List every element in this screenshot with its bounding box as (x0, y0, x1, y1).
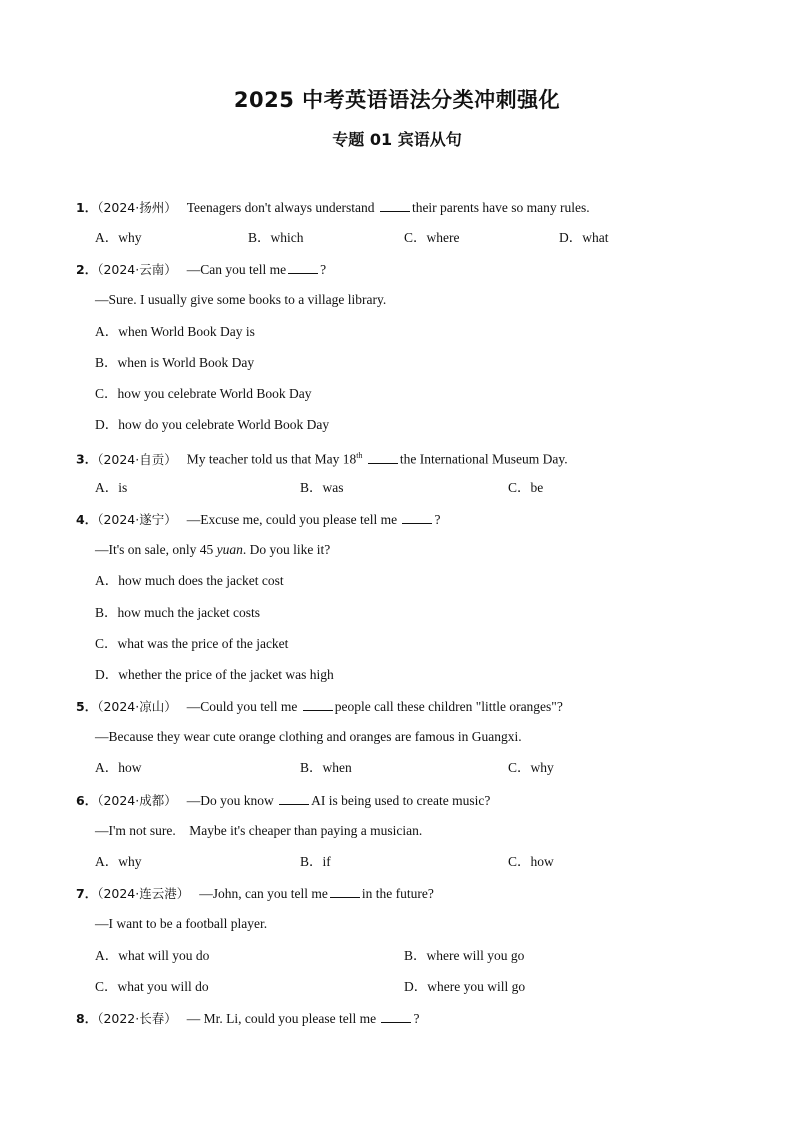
option-b: B．how much the jacket costs (95, 605, 260, 620)
question-stem: —Do you know (186, 793, 274, 808)
option-a: A．is (95, 480, 128, 495)
question-4 (76, 511, 440, 528)
question-2 (76, 261, 326, 278)
question-number: 2． (76, 262, 98, 277)
option-b: B．when (300, 760, 352, 775)
question-source: （2024·连云港） (97, 886, 190, 901)
option-c: C．why (508, 760, 554, 775)
question-stem: My teacher told us that May 18 (186, 451, 357, 467)
question-stem: —Could you tell me (186, 699, 298, 714)
question-stem: —Excuse me, could you please tell me (186, 512, 398, 527)
question-number: 8． (76, 1011, 98, 1026)
question-source: （2024·扬州） (97, 200, 177, 215)
option-b: B．which (248, 230, 304, 245)
question-source: （2024·凉山） (97, 699, 177, 714)
question-5 (76, 698, 563, 715)
question-stem: in the future? (361, 886, 434, 901)
page-title: 2025 中考英语语法分类冲刺强化 (233, 88, 561, 112)
question-source: （2022·长春） (97, 1011, 177, 1026)
option-c: C．how you celebrate World Book Day (95, 386, 312, 401)
question-source: （2024·成都） (97, 793, 177, 808)
question-stem: —John, can you tell me (199, 886, 328, 901)
reply-italic: yuan (216, 542, 243, 557)
question-stem: — Mr. Li, could you please tell me (186, 1011, 377, 1026)
option-d: D．whether the price of the jacket was high (95, 667, 334, 682)
question-stem: their parents have so many rules. (411, 200, 590, 215)
question-number: 6． (76, 793, 98, 808)
question-stem: ? (320, 262, 327, 277)
reply-text: . Do you like it? (242, 542, 331, 557)
question-stem: —Can you tell me (186, 262, 287, 277)
question-number: 1． (76, 200, 98, 215)
answer-blank (330, 885, 360, 898)
question-stem: AI is being used to create music? (311, 793, 491, 808)
option-d: D．what (559, 230, 609, 245)
reply-line: —I want to be a football player. (95, 916, 268, 931)
question-7 (76, 885, 434, 902)
question-3 (76, 448, 568, 468)
option-b: B．if (300, 854, 331, 869)
superscript: th (356, 451, 363, 460)
answer-blank (380, 199, 410, 212)
option-a: A．when World Book Day is (95, 324, 255, 339)
question-source: （2024·自贡） (97, 451, 177, 467)
option-a: A．what will you do (95, 948, 210, 963)
question-6 (76, 792, 490, 809)
page-subtitle: 专题 01 宾语从句 (332, 130, 462, 149)
answer-blank (288, 261, 318, 274)
option-a: A．why (95, 230, 142, 245)
answer-blank (279, 792, 309, 805)
reply-line (95, 542, 330, 558)
question-stem: people call these children "little oranges"? (334, 699, 563, 714)
question-stem: Teenagers don't always understand (186, 200, 375, 215)
reply-line: —Sure. I usually give some books to a village library. (95, 292, 387, 307)
option-b: B．was (300, 480, 344, 495)
question-number: 7． (76, 886, 98, 901)
question-number: 3． (76, 451, 98, 467)
reply-line: —Because they wear cute orange clothing and oranges are famous in Guangxi. (95, 729, 522, 744)
option-d: D．where you will go (404, 979, 526, 994)
option-a: A．how (95, 760, 142, 775)
answer-blank (381, 1010, 411, 1023)
option-a: A．how much does the jacket cost (95, 573, 284, 588)
question-stem: ? (434, 512, 441, 527)
option-b: B．when is World Book Day (95, 355, 255, 370)
answer-blank (402, 511, 432, 524)
question-number: 5． (76, 699, 98, 714)
option-b: B．where will you go (404, 948, 525, 963)
option-c: C．be (508, 480, 544, 495)
question-stem: ? (413, 1011, 420, 1026)
option-c: C．what was the price of the jacket (95, 636, 289, 651)
question-source: （2024·云南） (97, 262, 177, 277)
option-c: C．where (404, 230, 460, 245)
question-8 (76, 1010, 419, 1027)
answer-blank (303, 698, 333, 711)
option-c: C．how (508, 854, 554, 869)
question-number: 4． (76, 512, 98, 527)
question-stem: the International Museum Day. (399, 451, 568, 467)
option-c: C．what you will do (95, 979, 209, 994)
option-d: D．how do you celebrate World Book Day (95, 417, 330, 432)
option-a: A．why (95, 854, 142, 869)
answer-blank (368, 451, 398, 464)
reply-line: —I'm not sure. Maybe it's cheaper than paying a musician. (95, 823, 423, 838)
question-1 (76, 199, 590, 216)
question-source: （2024·遂宁） (97, 512, 177, 527)
reply-text: —It's on sale, only 45 (95, 542, 217, 557)
